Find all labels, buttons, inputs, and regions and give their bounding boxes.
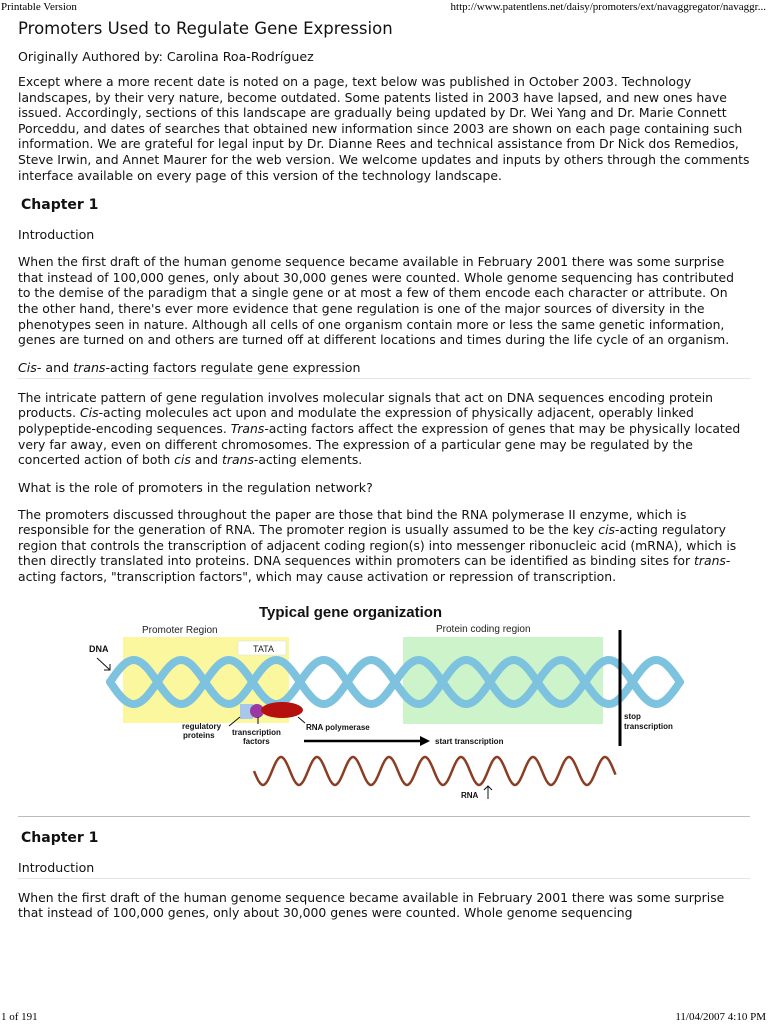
rnapol-arrow: [298, 717, 305, 723]
introduction-paragraph: When the first draft of the human genome sequence became available in February 2001 there was some surprise that instead of 100,000 genes, only about 30,000 genes were counted. Whole genome sequencing has contributed to the demise of the paradigm that a single gene or at most a few of them encode each character or attribute. On the other hand, there's ever more evidence that gene regulation is one of the major sources of diversity in the phenotypes seen in nature. Although all cells of one organism contain more or less the same genetic information, genes are turned on and others are turned off at different locations and times during the life cycle of an organism.: [18, 254, 735, 348]
tf-label-1: transcription: [232, 727, 281, 737]
gene-organization-figure: [18, 596, 750, 816]
coding-region-label: Protein coding region: [436, 623, 531, 635]
rna-label: RNA: [461, 790, 479, 800]
italic-term: trans: [694, 553, 726, 569]
stop-label-2: transcription: [624, 721, 673, 731]
trans-word: trans: [73, 359, 106, 375]
text-run: -acting regulatory region that controls the transcription of adjacent coding region(s) into messenger ribonucleic acid (mRNA), which is then directly translated into proteins. DNA sequences within promoters can be identified as binding sites for: [18, 522, 737, 569]
dna-pointer-arrow: [97, 658, 110, 670]
tf-label-2: factors: [243, 736, 270, 746]
page-counter: 1 of 191: [1, 1011, 38, 1023]
stop-label-1: stop: [624, 711, 641, 721]
chapter-heading-repeat: Chapter 1: [21, 829, 99, 846]
heading-rule: [18, 378, 750, 379]
italic-term: Cis: [80, 405, 99, 421]
introduction-heading-repeat: Introduction: [18, 859, 95, 875]
start-transcription-label: start transcription: [435, 736, 504, 746]
rna-pointer-arrow: [484, 786, 492, 799]
author-line: Originally Authored by: Carolina Roa-Rodríguez: [18, 49, 314, 64]
heading-text: -acting factors regulate gene expression: [105, 359, 361, 375]
section-divider: [18, 816, 750, 817]
cis-word: Cis: [18, 359, 37, 375]
regulatory-label-1: regulatory: [182, 721, 222, 731]
chapter-heading: Chapter 1: [21, 197, 99, 214]
promoter-role-heading: What is the role of promoters in the regulation network?: [18, 479, 373, 495]
regulatory-label-2: proteins: [183, 730, 215, 740]
figure-title: Typical gene organization: [259, 603, 443, 621]
start-transcription-arrowhead: [420, 736, 430, 746]
dna-label: DNA: [89, 643, 109, 654]
tata-label: TATA: [253, 643, 274, 654]
introduction-paragraph-repeat: When the first draft of the human genome sequence became available in February 2001 there was some surprise that instead of 100,000 genes, only about 30,000 genes were counted. Whole genome sequencing: [18, 889, 725, 921]
heading-rule: [18, 878, 750, 879]
text-run: The intricate pattern of gene regulation involves molecular signals that act on DNA sequences encoding protein products.: [18, 389, 714, 421]
rna-wave: [254, 757, 616, 785]
intro-paragraph: Except where a more recent date is noted on a page, text below was published in October 2003. Technology landscapes, by their very nature, become outdated. Some patents listed in 2003 have lapsed, and new ones have issued. Accordingly, sections of this landscape are gradually being updated by Dr. Wei Yang and Dr. Marie Connett Porceddu, and dates of searches that obtained new information since 2003 are shown on each page containing such information. We are grateful for legal input by Dr. Dianne Rees and technical assistance from Dr Nick dos Remedios, Steve Irwin, and Annet Maurer for the web version. We welcome updates and inputs by others through the comments interface available on every page of this version of the technology landscape.: [18, 74, 750, 183]
italic-term: cis: [174, 452, 191, 468]
print-footer: [0, 1011, 768, 1024]
text-run: -acting molecules act upon and modulate the expression of physically adjacent, operably linked polypeptide-encoding sequences.: [18, 405, 694, 436]
rnapol-label: RNA polymerase: [306, 722, 370, 732]
text-run: -acting factors affect the expression of genes that may be physically located very far away, even on different chromosomes. The expression of a particular gene may be regulated by the concerted action of both: [18, 420, 741, 468]
text-run: -acting elements.: [253, 452, 363, 468]
print-header: [0, 1, 768, 15]
italic-term: cis: [598, 522, 616, 538]
print-timestamp: 11/04/2007 4:10 PM: [675, 1011, 766, 1023]
rna-polymerase-shape: [261, 702, 303, 718]
promoter-role-paragraph: [18, 507, 750, 585]
introduction-heading: Introduction: [18, 227, 95, 243]
text-run: and: [190, 452, 223, 468]
cis-trans-heading: [18, 360, 750, 376]
promoter-region-label: Promoter Region: [142, 624, 218, 636]
italic-term: Trans: [230, 420, 265, 436]
page-title: Promoters Used to Regulate Gene Expression: [18, 19, 393, 38]
document-body: [18, 18, 750, 921]
print-header-url: http://www.patentlens.net/daisy/promoters/ext/navaggregator/navaggr...: [450, 1, 766, 13]
print-header-title: Printable Version: [1, 1, 77, 13]
cis-trans-paragraph: [18, 390, 750, 468]
coding-region-box: [403, 637, 603, 724]
gene-organization-diagram: [18, 596, 750, 816]
heading-text: - and: [36, 359, 74, 375]
italic-term: trans: [222, 452, 254, 468]
text-run: -acting factors, "transcription factors", which may cause activation or repression of transcription.: [18, 553, 731, 585]
text-run: The promoters discussed throughout the paper are those that bind the RNA polymerase II enzyme, which is responsible for the generation of RNA. The promoter region is usually assumed to be the key: [18, 506, 687, 538]
